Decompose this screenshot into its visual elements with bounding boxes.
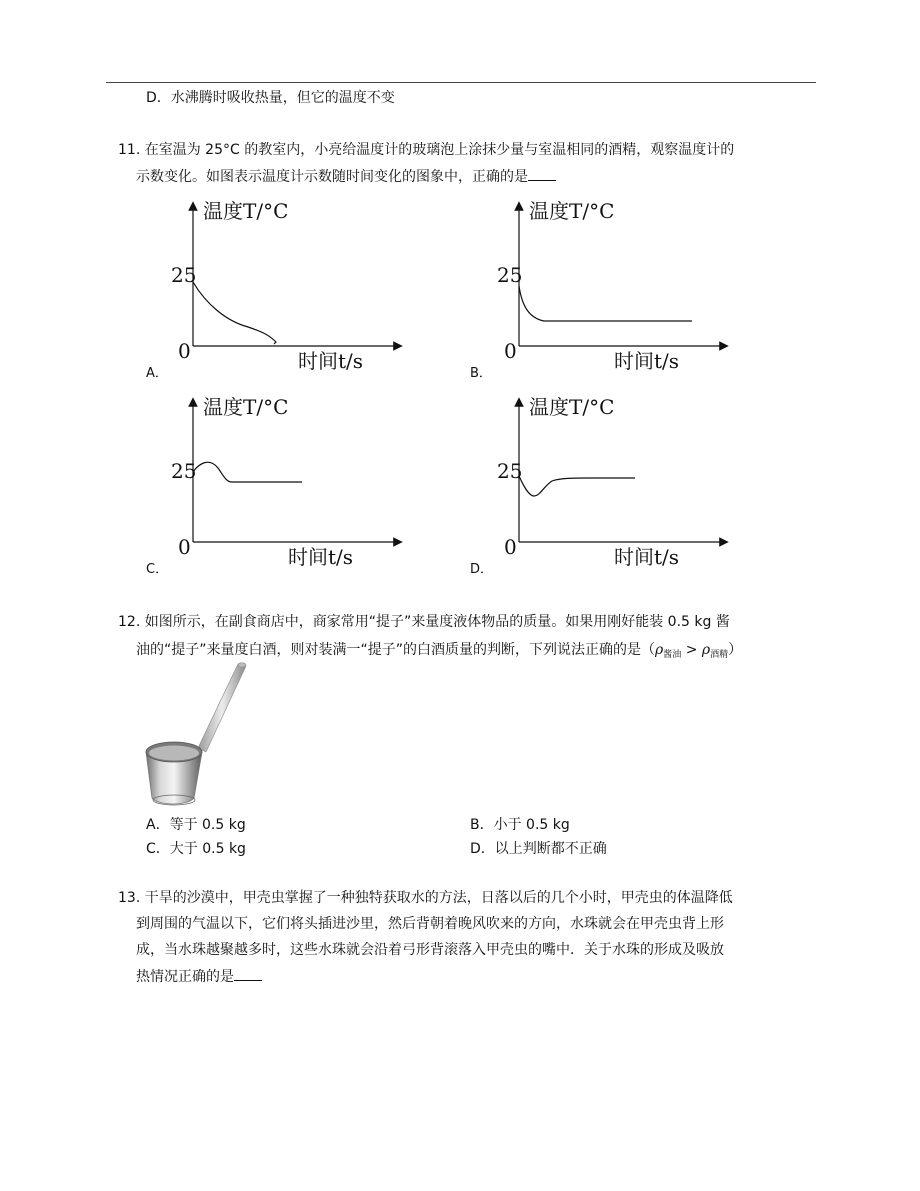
q11-text-line1: 11. 在室温为 25°C 的教室内，小亮给温度计的玻璃泡上涂抹少量与室温相同的酒精，观察温度计的 bbox=[118, 142, 735, 158]
curve-a bbox=[193, 282, 276, 344]
graph-a bbox=[168, 196, 418, 376]
subscript-soy: 酱油 bbox=[663, 650, 682, 660]
tick-25: 25 bbox=[171, 263, 197, 287]
q13-text-line3: 成，当水珠越聚越多时，这些水珠就会沿着弓形背滚落入甲壳虫的嘴中．关于水珠的形成及吸放 bbox=[136, 942, 724, 958]
graph-y-label: 温度T/°C bbox=[529, 395, 615, 419]
ladle-image bbox=[140, 660, 280, 810]
graph-d bbox=[494, 392, 744, 572]
q13-text: 热情况正确的是 bbox=[136, 969, 234, 985]
option-a-label: A． bbox=[146, 366, 168, 381]
option-c-label: C． bbox=[146, 562, 169, 577]
q13-text-line4 bbox=[136, 966, 262, 987]
curve-c bbox=[193, 462, 302, 482]
greater-than: > bbox=[681, 642, 702, 658]
graph-x-label: 时间t/s bbox=[288, 545, 354, 569]
curve-b bbox=[519, 286, 692, 321]
prev-option-d: D．水沸腾时吸收热量，但它的温度不变 bbox=[146, 90, 395, 106]
q12-text-line1: 12. 如图所示，在副食商店中，商家常用“提子”来量度液体物品的质量。如果用刚好能装 0.5 kg 酱 bbox=[118, 614, 730, 630]
rho-symbol: ρ bbox=[701, 642, 711, 658]
q12-option-d: D．以上判断都不正确 bbox=[470, 841, 607, 857]
q12-option-a: A．等于 0.5 kg bbox=[146, 817, 246, 833]
q12-text: 油的“提子”来量度白酒，则对装满一“提子”的白酒质量的判断，下列说法正确的是（ bbox=[136, 642, 656, 658]
graph-y-label: 温度T/°C bbox=[529, 199, 615, 223]
q12-option-b: B．小于 0.5 kg bbox=[470, 817, 570, 833]
q11-text-line2 bbox=[136, 166, 556, 187]
graph-x-label: 时间t/s bbox=[614, 349, 680, 373]
rho-symbol: ρ bbox=[655, 642, 664, 658]
q12-option-c: C．大于 0.5 kg bbox=[146, 841, 246, 857]
header-rule bbox=[106, 82, 816, 83]
graph-c bbox=[168, 392, 418, 572]
tick-0: 0 bbox=[178, 535, 191, 559]
tick-25: 25 bbox=[497, 263, 523, 287]
answer-blank bbox=[528, 166, 556, 181]
tick-25: 25 bbox=[171, 459, 197, 483]
subscript-alcohol: 酒精 bbox=[710, 650, 729, 660]
graph-x-label: 时间t/s bbox=[614, 545, 680, 569]
option-d-label: D． bbox=[470, 562, 494, 577]
tick-0: 0 bbox=[504, 535, 517, 559]
q13-text-line2: 到周围的气温以下，它们将头插进沙里，然后背朝着晚风吹来的方向，水珠就会在甲壳虫背上形 bbox=[136, 916, 724, 932]
option-b-label: B． bbox=[470, 366, 492, 381]
close-paren: ） bbox=[728, 642, 743, 658]
answer-blank bbox=[234, 966, 262, 981]
graph-x-label: 时间t/s bbox=[298, 349, 364, 373]
graph-b bbox=[494, 196, 744, 376]
graph-y-label: 温度T/°C bbox=[203, 395, 289, 419]
curve-d bbox=[519, 476, 635, 496]
graph-y-label: 温度T/°C bbox=[203, 199, 289, 223]
q13-text-line1: 13. 干旱的沙漠中，甲壳虫掌握了一种独特获取水的方法，日落以后的几个小时，甲壳虫的体温降低 bbox=[118, 890, 733, 906]
tick-0: 0 bbox=[178, 339, 191, 363]
tick-0: 0 bbox=[504, 339, 517, 363]
tick-25: 25 bbox=[497, 459, 523, 483]
q11-text: 示数变化。如图表示温度计示数随时间变化的图象中，正确的是 bbox=[136, 169, 528, 185]
